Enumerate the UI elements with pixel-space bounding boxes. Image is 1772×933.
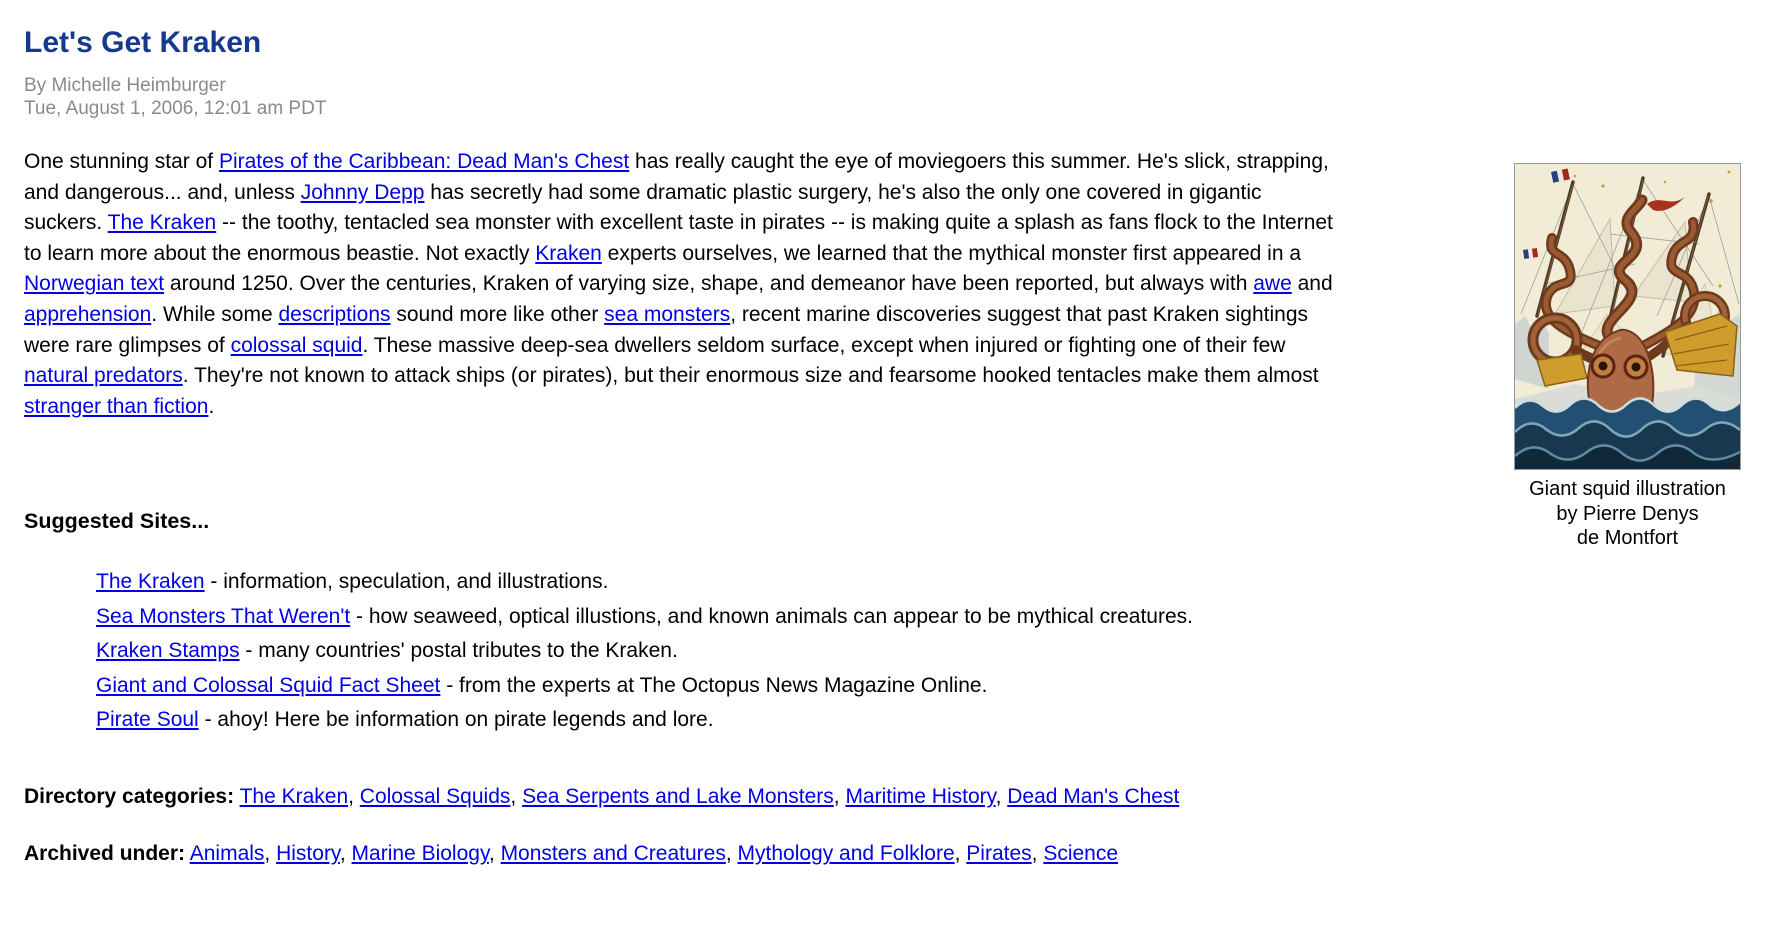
suggested-site-link[interactable]: Pirate Soul: [96, 707, 199, 731]
inline-link[interactable]: stranger than fiction: [24, 394, 209, 418]
directory-categories-row: [24, 782, 1744, 812]
author-byline: By Michelle Heimburger: [24, 75, 226, 96]
archived-category-link[interactable]: Marine Biology: [351, 842, 489, 866]
inline-link[interactable]: Johnny Depp: [300, 180, 425, 204]
suggested-site-link[interactable]: The Kraken: [96, 570, 205, 594]
caption-line: de Montfort: [1576, 527, 1679, 549]
list-item: Kraken Stamps - many countries' postal tributes to the Kraken.: [96, 639, 678, 663]
suggested-list: [96, 565, 1772, 737]
caption-line: Giant squid illustration: [1529, 478, 1726, 500]
suggested-site-link[interactable]: Sea Monsters That Weren't: [96, 604, 351, 628]
archived-under-row: [24, 839, 1744, 869]
inline-link[interactable]: awe: [1253, 272, 1292, 296]
inline-link[interactable]: descriptions: [278, 302, 391, 326]
archived-category-link[interactable]: Mythology and Folklore: [737, 842, 955, 866]
directory-category-link[interactable]: The Kraken: [239, 785, 349, 809]
suggested-site-link[interactable]: Giant and Colossal Squid Fact Sheet: [96, 673, 441, 697]
list-item: Giant and Colossal Squid Fact Sheet - from the experts at The Octopus News Magazine Online.: [96, 673, 988, 697]
inline-link[interactable]: sea monsters: [604, 302, 731, 326]
article-paragraph: One stunning star of Pirates of the Caribbean: Dead Man's Chest has really caught the eye of moviegoers this summer. He's slick, strapping, and dangerous... and, unless Johnny Depp has secretly had some dramatic plastic surgery, he's also the only one covered in gigantic suckers. The Kraken -- the toothy, tentacled sea monster with excellent taste in pirates -- is making quite a splash as fans flock to the Internet to learn more about the enormous beastie. Not exactly Kraken experts ourselves, we learned that the mythical monster first appeared in a Norwegian text around 1250. Over the centuries, Kraken of varying size, shape, and demeanor have been reported, but always with awe and apprehension. While some descriptions sound more like other sea monsters, recent marine discoveries suggest that past Kraken sightings were rare glimpses of colossal squid. These massive deep-sea dwellers seldom surface, except when injured or fighting one of their few natural predators. They're not known to attack ships (or pirates), but their enormous size and fearsome hooked tentacles make them almost stranger than fiction.: [24, 150, 1333, 418]
list-item: Sea Monsters That Weren't - how seaweed, optical illustions, and known animals can appear to be mythical creatures.: [96, 604, 1193, 628]
directory-category-link[interactable]: Maritime History: [845, 785, 996, 809]
suggested-site-link[interactable]: Kraken Stamps: [96, 639, 240, 663]
caption-line: by Pierre Denys: [1556, 502, 1699, 525]
inline-link[interactable]: colossal squid: [230, 333, 363, 357]
kraken-illustration: [1514, 163, 1741, 470]
archived-category-link[interactable]: History: [276, 842, 340, 866]
directory-category-link[interactable]: Sea Serpents and Lake Monsters: [522, 785, 834, 809]
archived-category-link[interactable]: Pirates: [966, 842, 1032, 866]
inline-link[interactable]: The Kraken: [107, 211, 217, 235]
inline-link[interactable]: apprehension: [24, 302, 152, 326]
directory-links: The Kraken, Colossal Squids, Sea Serpents and Lake Monsters, Maritime History, Dead Man's Chest: [239, 785, 1180, 809]
figure-caption: [1514, 477, 1741, 551]
byline-block: [24, 74, 1772, 120]
article-figure: [1514, 163, 1741, 551]
post-date: Tue, August 1, 2006, 12:01 am PDT: [24, 98, 327, 119]
suggested-sites-heading: Suggested Sites...: [24, 509, 210, 534]
directory-category-link[interactable]: Dead Man's Chest: [1007, 785, 1180, 809]
archived-links: Animals, History, Marine Biology, Monsters and Creatures, Mythology and Folklore, Pirates, Science: [189, 842, 1119, 866]
archived-under-label: Archived under:: [24, 842, 186, 866]
inline-link[interactable]: Norwegian text: [24, 272, 165, 296]
archived-category-link[interactable]: Science: [1043, 842, 1119, 866]
directory-category-link[interactable]: Colossal Squids: [359, 785, 511, 809]
directory-categories-label: Directory categories:: [24, 785, 235, 809]
inline-link[interactable]: natural predators: [24, 364, 183, 388]
list-item: Pirate Soul - ahoy! Here be information on pirate legends and lore.: [96, 707, 714, 731]
inline-link[interactable]: Kraken: [535, 241, 602, 265]
inline-link[interactable]: Pirates of the Caribbean: Dead Man's Chest: [218, 150, 630, 173]
list-item: The Kraken - information, speculation, and illustrations.: [96, 570, 609, 594]
page-title: Let's Get Kraken: [24, 26, 262, 59]
archived-category-link[interactable]: Animals: [189, 842, 265, 866]
archived-category-link[interactable]: Monsters and Creatures: [500, 842, 726, 866]
